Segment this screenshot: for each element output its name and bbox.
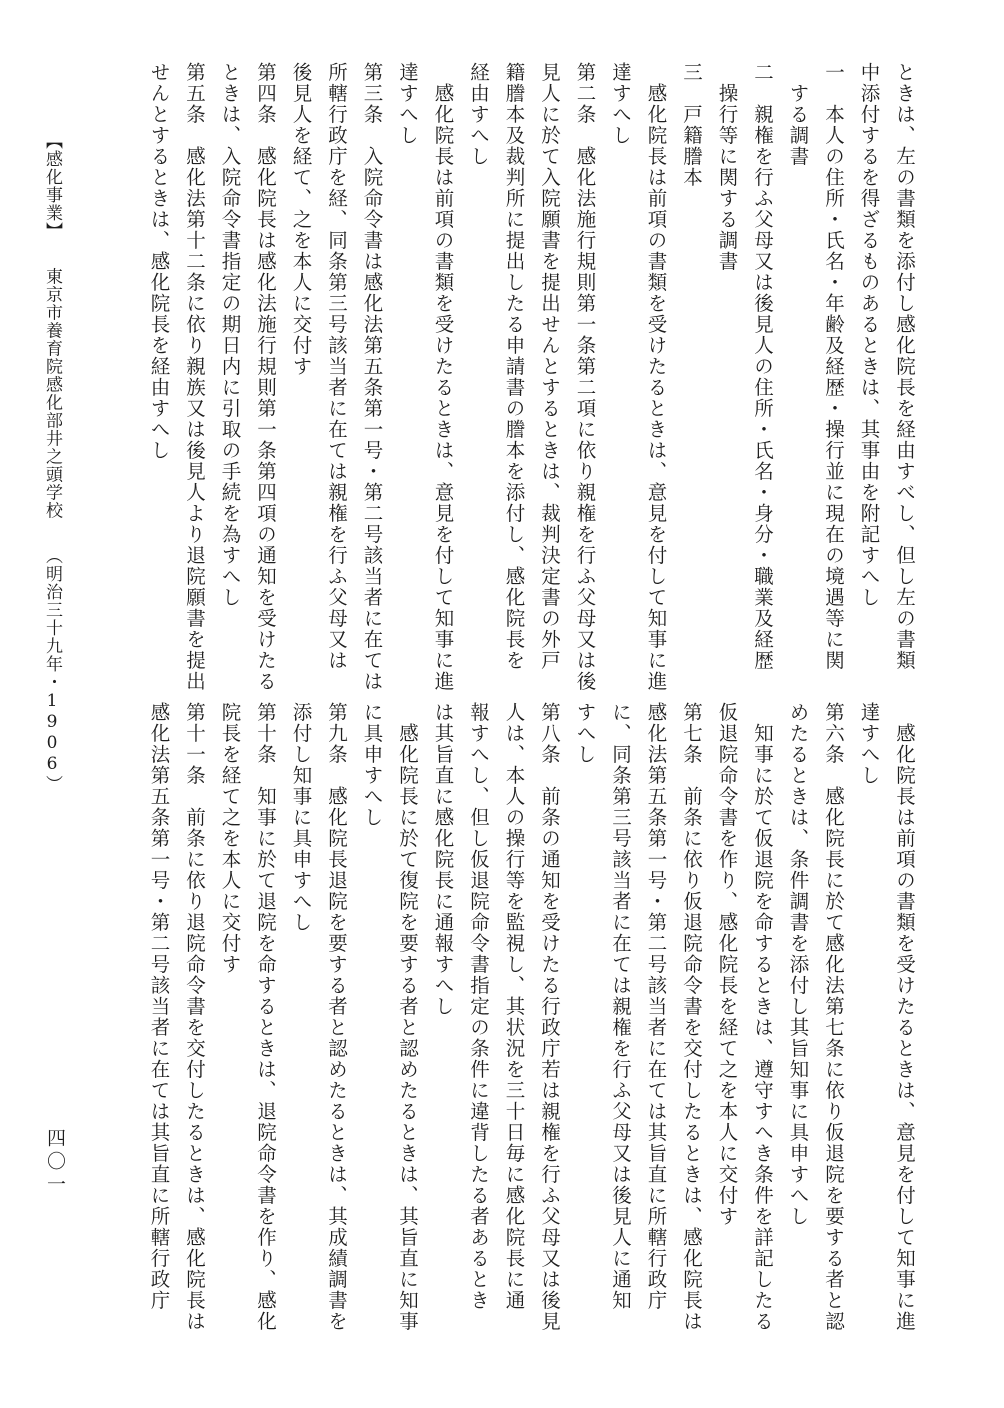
upper-text-block: ときは、左の書類を添付し感化院長を経由すべし、但し左の書類 中添付するを得ざるものあるときは、其事由を附記すへし 一 本人の住所・氏名・年齢及経歴・操行並に現在の境遇等に関 する調書 二 親権を行ふ父母又は後見人の住所・氏名・身分・職業及経歴 操行等に関する調書 三 戸籍謄本 感化院長は前項の書類を受けたるときは、意見を付して知事に進 達すへし 第二条 感化法施行規則第一条第二項に依り親権を行ふ父母又は後 見人に於て入院願書を提出せんとするときは、裁判決定書の外戸 籍謄本及裁判所に提出したる申請書の謄本を添付し、感化院長を 経由すへし 感化院長は前項の書類を受けたるときは、意見を付して知事に進 達すへし 第三条 入院命令書は感化法第五条第一号・第二号該当者に在ては 所轄行政庁を経、同条第三号該当者に在ては親権を行ふ父母又は 後見人を経て、之を本人に交付す 第四条 感化院長は感化法施行規則第一条第四項の通知を受けたる ときは、入院命令書指定の期日内に引取の手続を為すへし 第五条 感化法第十二条に依り親族又は後見人より退院願書を提出 せんとするときは、感化院長を経由すへし (147, 62, 916, 692)
page-number: 四〇一 (44, 1128, 66, 1197)
running-footer: 【感化事業】 東京市養育院感化部井之頭学校 （明治三十九年・1906） (42, 132, 62, 793)
lower-text-block: 感化院長は前項の書類を受けたるときは、意見を付して知事に進 達すへし 第六条 感化院長に於て感化法第七条に依り仮退院を要する者と認 めたるときは、条件調書を添付し其旨知事に具申すへし 知事に於て仮退院を命するときは、遵守すへき条件を詳記したる 仮退院命令書を作り、感化院長を経て之を本人に交付す 第七条 前条に依り仮退院命令書を交付したるときは、感化院長は 感化法第五条第一号・第二号該当者に在ては其旨直に所轄行政庁 に、同条第三号該当者に在ては親権を行ふ父母又は後見人に通知 すへし 第八条 前条の通知を受けたる行政庁若は親権を行ふ父母又は後見 人は、本人の操行等を監視し、其状況を三十日毎に感化院長に通 報すへし、但し仮退院命令書指定の条件に違背したる者あるとき は其旨直に感化院長に通報すへし 感化院長に於て復院を要する者と認めたるときは、其旨直に知事 に具申すへし 第九条 感化院長退院を要する者と認めたるときは、其成績調書を 添付し知事に具申すへし 第十条 知事に於て退院を命するときは、退院命令書を作り、感化 院長を経て之を本人に交付す 第十一条 前条に依り退院命令書を交付したるときは、感化院長は 感化法第五条第一号・第二号該当者に在ては其旨直に所轄行政庁 (147, 702, 916, 1332)
